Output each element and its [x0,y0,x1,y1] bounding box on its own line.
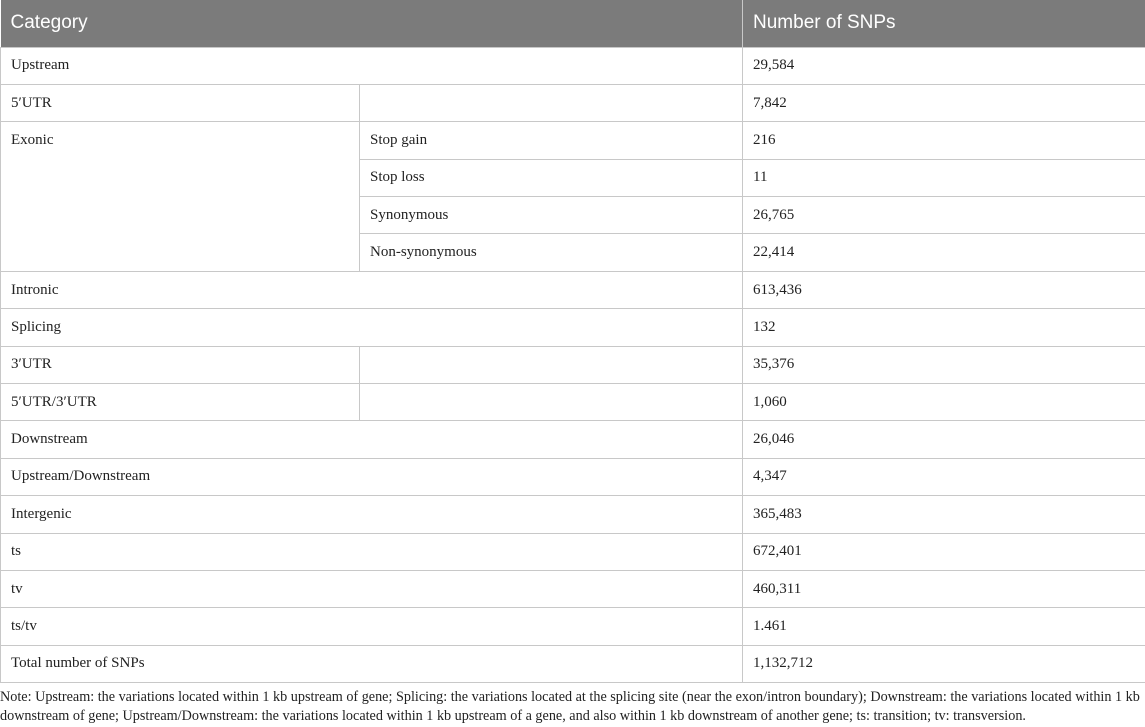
table-row [1,496,1145,533]
table-row [1,533,1145,570]
row-label-upstream-downstream: Upstream/Downstream [1,458,743,495]
row-label-ts: ts [1,533,743,570]
table-row [1,47,1145,84]
sub-value-synonymous: 26,765 [743,197,1145,234]
row-label-ts-tv: ts/tv [1,608,743,645]
table-row [1,309,1145,346]
table-row [1,384,1145,421]
row-label-total: Total number of SNPs [1,645,743,682]
table-row [1,84,1145,121]
row-label-tv: tv [1,570,743,607]
row-label-3utr: 3′UTR [1,346,360,383]
sub-label-stop-loss: Stop loss [360,159,743,196]
table-footnote: Note: Upstream: the variations located within 1 kb upstream of gene; Splicing: the variations located at the splicing site (near the exon/intron boundary); Downstream: the variations located within 1 kb downstream of gene; Upstream/Downstream: the variations located within 1 kb upstream of a gene, and also within 1 kb downstream of another gene; ts: transition; tv: transversion. [0,689,1140,724]
row-value-intergenic: 365,483 [743,496,1145,533]
table-row [1,421,1145,458]
header-number-of-snps: Number of SNPs [743,0,1145,47]
row-value-total: 1,132,712 [743,645,1145,682]
row-value-upstream: 29,584 [743,47,1145,84]
table-header-row [1,0,1145,47]
row-value-upstream-downstream: 4,347 [743,458,1145,495]
table-row [1,458,1145,495]
row-label-5utr-3utr: 5′UTR/3′UTR [1,384,360,421]
row-label-intronic: Intronic [1,271,743,308]
empty-cell [360,384,743,421]
row-label-intergenic: Intergenic [1,496,743,533]
row-value-3utr: 35,376 [743,346,1145,383]
sub-label-non-synonymous: Non-synonymous [360,234,743,271]
table-row [1,122,1145,159]
table-row [1,271,1145,308]
table-row [1,570,1145,607]
row-value-ts: 672,401 [743,533,1145,570]
row-label-5utr: 5′UTR [1,84,360,121]
sub-value-non-synonymous: 22,414 [743,234,1145,271]
table-row [1,608,1145,645]
row-label-exonic: Exonic [1,122,360,272]
sub-value-stop-gain: 216 [743,122,1145,159]
row-label-downstream: Downstream [1,421,743,458]
header-category: Category [1,0,743,47]
row-label-splicing: Splicing [1,309,743,346]
sub-label-synonymous: Synonymous [360,197,743,234]
sub-value-stop-loss: 11 [743,159,1145,196]
empty-cell [360,84,743,121]
row-value-intronic: 613,436 [743,271,1145,308]
table-row [1,645,1145,682]
row-label-upstream: Upstream [1,47,743,84]
row-value-ts-tv: 1.461 [743,608,1145,645]
empty-cell [360,346,743,383]
sub-label-stop-gain: Stop gain [360,122,743,159]
row-value-5utr-3utr: 1,060 [743,384,1145,421]
row-value-downstream: 26,046 [743,421,1145,458]
row-value-5utr: 7,842 [743,84,1145,121]
row-value-tv: 460,311 [743,570,1145,607]
table-row [1,346,1145,383]
row-value-splicing: 132 [743,309,1145,346]
